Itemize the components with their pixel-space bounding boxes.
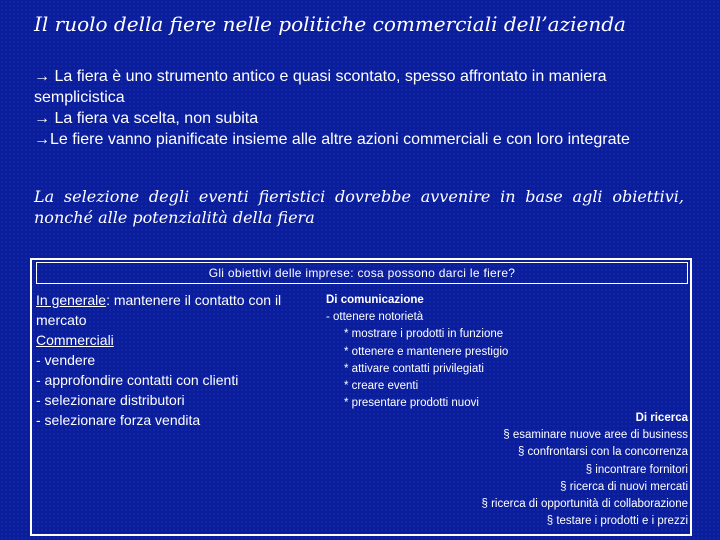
- list-item: § ricerca di nuovi mercati: [560, 480, 688, 493]
- objectives-header: Gli obiettivi delle imprese: cosa possono darci le fiere?: [36, 262, 688, 284]
- slide-subtitle: La selezione degli eventi fieristici dovrebbe avvenire in base agli obiettivi, nonché alle potenzialità della fiera: [34, 187, 684, 227]
- bullet-item: →Le fiere vanno pianificate insieme alle altre azioni commerciali e con loro integrate: [34, 131, 630, 148]
- objectives-box: [30, 258, 692, 536]
- list-item: - ottenere notorietà: [326, 311, 424, 324]
- bullet-list: [34, 66, 684, 150]
- list-item: § testare i prodotti e i prezzi: [546, 515, 688, 528]
- bullet-item: → La fiera va scelta, non subita: [34, 110, 259, 127]
- list-item: § confrontarsi con la concorrenza: [517, 446, 688, 459]
- communication-heading: Di comunicazione: [326, 294, 424, 306]
- arrow-right-icon: →: [34, 131, 50, 148]
- list-item: * attivare contatti privilegiati: [344, 362, 484, 375]
- list-item: § esaminare nuove aree di business: [503, 429, 688, 442]
- communication-objectives-column: [326, 292, 586, 412]
- arrow-right-icon: →: [34, 110, 50, 127]
- list-item: * presentare prodotti nuovi: [344, 397, 479, 410]
- list-item: - vendere: [36, 352, 96, 368]
- list-item: - selezionare distributori: [36, 392, 185, 408]
- list-item: § incontrare fornitori: [585, 463, 688, 476]
- research-heading: Di ricerca: [635, 412, 688, 424]
- commercial-heading: Commerciali: [36, 332, 114, 348]
- slide-title: Il ruolo della fiere nelle politiche commerciali dell’azienda: [34, 12, 626, 36]
- research-objectives-column: [368, 410, 688, 530]
- list-item: * ottenere e mantenere prestigio: [344, 345, 509, 358]
- list-item: - selezionare forza vendita: [36, 412, 201, 428]
- bullet-item: → La fiera è uno strumento antico e quasi scontato, spesso affrontato in maniera semplicistica: [34, 68, 607, 106]
- general-heading: In generale: mantenere il contatto con il mercato: [36, 292, 282, 328]
- arrow-right-icon: →: [34, 68, 50, 85]
- list-item: * mostrare i prodotti in funzione: [344, 328, 504, 341]
- list-item: - approfondire contatti con clienti: [36, 372, 239, 388]
- list-item: * creare eventi: [344, 380, 419, 393]
- general-objectives-column: [36, 290, 316, 430]
- list-item: § ricerca di opportunità di collaborazione: [481, 498, 688, 511]
